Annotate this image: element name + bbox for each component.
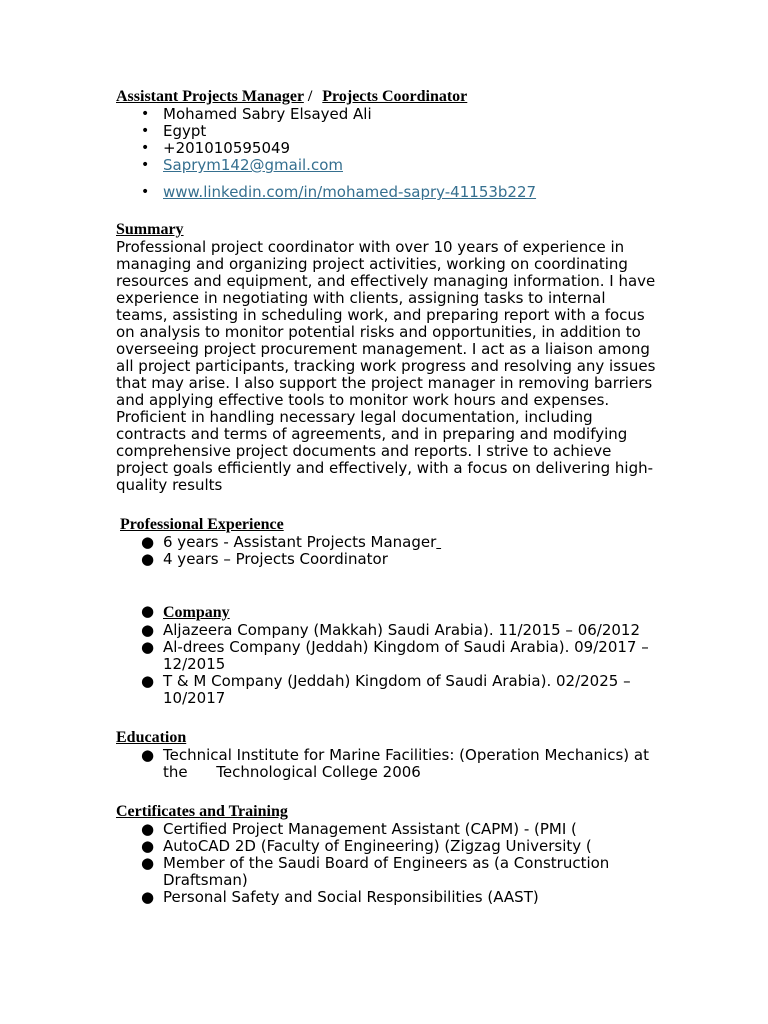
- summary-heading: Summary: [116, 221, 184, 238]
- experience-heading: Professional Experience: [120, 516, 284, 533]
- education-item: ● Technical Institute for Marine Facilities: (Operation Mechanics) at the Technological College 2006: [141, 746, 654, 781]
- title-primary: Assistant Projects Manager: [116, 88, 304, 105]
- contact-list: [116, 106, 676, 174]
- contact-email: • Saprym142@gmail.com: [141, 156, 343, 174]
- linkedin-link[interactable]: www.linkedin.com/in/mohamed-sapry-41153b227: [163, 183, 537, 201]
- experience-list: [116, 534, 676, 568]
- summary-text: Professional project coordinator with over 10 years of experience in managing and organizing project activities, working on coordinating resources and equipment, and effectively managing information. I have experience in negotiating with clients, assigning tasks to internal teams, assisting in scheduling work, and preparing report with a focus on analysis to monitor potential risks and opportunities, in addition to overseeing project procurement management. I act as a liaison among all project participants, tracking work progress and resolving any issues that may arise. I also support the project manager in removing barriers and applying effective tools to monitor work hours and expenses. Proficient in handling necessary legal documentation, including contracts and terms of agreements, and in preparing and modifying comprehensive project documents and reports. I strive to achieve project goals efficiently and effectively, with a focus on delivering high-quality results: [116, 238, 656, 494]
- email-link[interactable]: Saprym142@gmail.com: [163, 156, 343, 174]
- title-separator: /: [303, 88, 317, 105]
- contact-phone: • +201010595049: [141, 139, 291, 157]
- certificate-item: ● Certified Project Management Assistant (CAPM) - (PMI (: [141, 820, 577, 838]
- education-list: [116, 747, 676, 781]
- company-heading: Company: [163, 604, 230, 621]
- contact-name: • Mohamed Sabry Elsayed Ali: [141, 105, 372, 123]
- title-secondary: Projects Coordinator: [322, 88, 468, 105]
- contact-linkedin: • www.linkedin.com/in/mohamed-sapry-41153b227: [141, 183, 537, 201]
- resume-page: [116, 87, 676, 906]
- education-heading: Education: [116, 729, 187, 746]
- experience-item: ● 4 years – Projects Coordinator: [141, 550, 388, 568]
- company-item: ● Al-drees Company (Jeddah) Kingdom of Saudi Arabia). 09/2017 – 12/2015: [141, 638, 649, 673]
- certificate-item: ● Personal Safety and Social Responsibilities (AAST): [141, 888, 539, 906]
- linkedin-list: [116, 184, 676, 201]
- job-title-heading: [116, 87, 676, 106]
- company-heading-item: ● Company: [141, 602, 230, 621]
- company-list: [116, 603, 676, 707]
- certificates-list: [116, 821, 676, 906]
- company-item: ● Aljazeera Company (Makkah) Saudi Arabia). 11/2015 – 06/2012: [141, 621, 641, 639]
- certificates-heading: Certificates and Training: [116, 803, 288, 820]
- certificate-item: ● Member of the Saudi Board of Engineers as (a Construction Draftsman): [141, 854, 610, 889]
- experience-item: ● 6 years - Assistant Projects Manager: [141, 533, 437, 551]
- certificate-item: ● AutoCAD 2D (Faculty of Engineering) (Zigzag University (: [141, 837, 592, 855]
- company-item: ● T & M Company (Jeddah) Kingdom of Saudi Arabia). 02/2025 – 10/2017: [141, 672, 631, 707]
- contact-country: • Egypt: [141, 122, 207, 140]
